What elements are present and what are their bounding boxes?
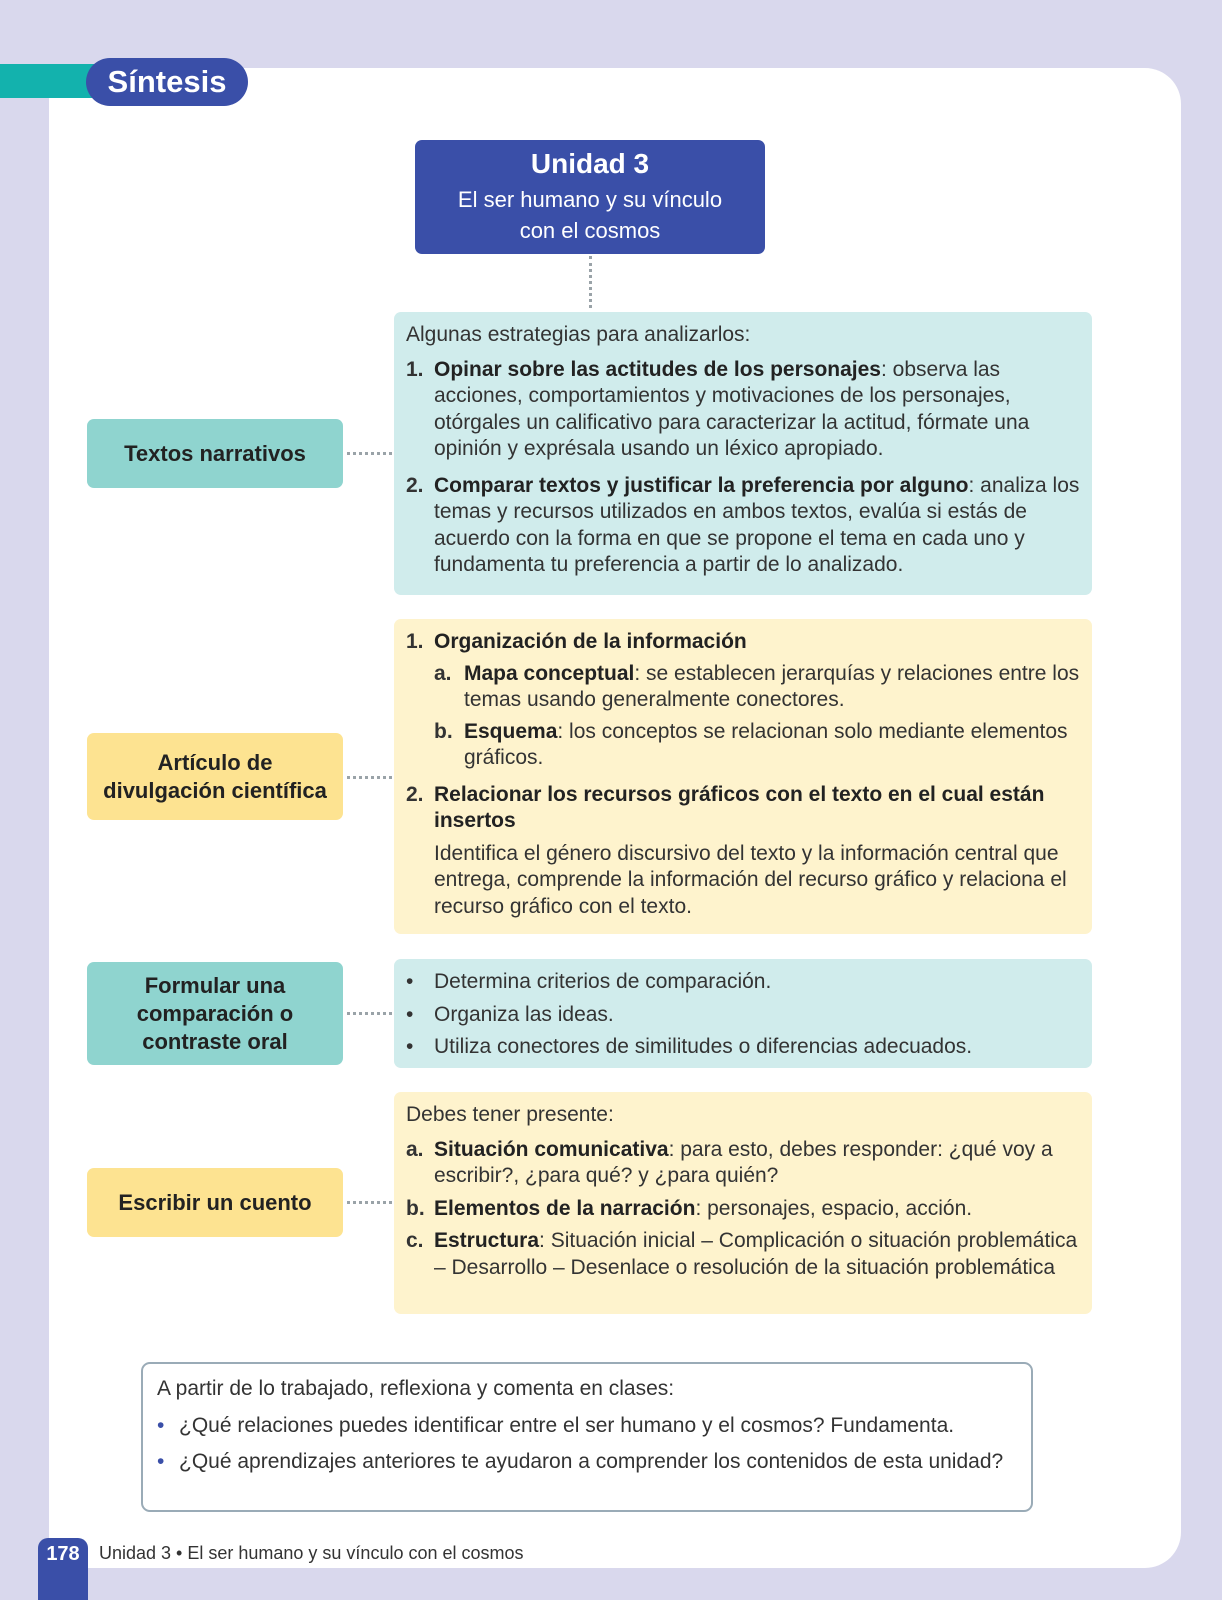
- item-body: : para esto, debes responder: ¿qué voy a escribir?, ¿para qué? y ¿para quién?: [434, 1137, 1053, 1187]
- label-line: Formular una: [144, 972, 286, 998]
- unit-title: Unidad 3: [530, 148, 650, 179]
- footer-text: Unidad 3 • El ser humano y su vínculo con el cosmos: [99, 1543, 524, 1563]
- bullet: •: [157, 1413, 165, 1437]
- connector-vertical: [589, 256, 592, 308]
- sub-body: : se establecen jerarquías y relaciones entre los temas usando generalmente conectores.: [464, 661, 1080, 711]
- unit-box: [415, 140, 765, 254]
- bullet: •: [406, 970, 414, 993]
- item-number: 2.: [406, 473, 424, 497]
- item-text: ¿Qué aprendizajes anteriores te ayudaron a comprender los contenidos de esta unidad?: [179, 1450, 1004, 1473]
- item-body: : Situación inicial – Complicación o situación problemática – Desarrollo – Desenlace o resolución de la situación problemática: [434, 1229, 1078, 1279]
- list-item: [157, 1413, 1017, 1440]
- item-text: [434, 1228, 1080, 1281]
- item-text: [434, 1196, 972, 1223]
- label-comparacion-oral-text: [137, 972, 293, 1056]
- page-number: 178: [38, 1538, 88, 1600]
- sub-text: [464, 719, 1080, 772]
- item-letter: b.: [406, 1196, 425, 1220]
- item-body: : analiza los temas y recursos utilizados en ambos textos, evalúa si estás de acuerdo con la forma en que se propone el tema en cada uno y fundamenta tu preferencia a partir de lo analizado.: [434, 473, 1080, 576]
- item-body: Identifica el género discursivo del texto y la información central que entrega, comprende la información del recurso gráfico y relaciona el recurso gráfico con el texto.: [434, 841, 1067, 918]
- sub-letter: b.: [434, 719, 453, 743]
- item-bold: Elementos de la narración: [434, 1196, 696, 1220]
- item-number: 1.: [406, 630, 424, 653]
- item-number: 2.: [406, 782, 424, 806]
- connector-cuento: [347, 1201, 392, 1204]
- label-comparacion-oral: [87, 962, 343, 1065]
- connector-narrativos: [347, 452, 392, 455]
- content-articulo: [394, 619, 1092, 934]
- item-letter: c.: [406, 1229, 424, 1252]
- connector-articulo: [347, 776, 392, 779]
- item-content: [434, 629, 1080, 772]
- narrativos-intro: Algunas estrategias para analizarlos:: [406, 323, 751, 346]
- list-item: [406, 473, 1080, 579]
- list-item: [406, 1034, 1080, 1061]
- reflection-box: [141, 1362, 1033, 1512]
- item-text: ¿Qué relaciones puedes identificar entre el ser humano y el cosmos? Fundamenta.: [179, 1413, 955, 1437]
- item-text: [434, 1137, 1080, 1190]
- label-articulo-text: [103, 749, 327, 805]
- list-item: [406, 1196, 1080, 1223]
- list-item: [406, 1228, 1080, 1281]
- section-tag: Síntesis: [86, 58, 248, 106]
- label-articulo: [87, 733, 343, 820]
- cuento-intro: Debes tener presente:: [406, 1103, 614, 1126]
- sub-bold: Esquema: [464, 719, 558, 743]
- item-title: Organización de la información: [434, 630, 747, 653]
- item-body: : personajes, espacio, acción.: [695, 1196, 973, 1220]
- item-text: Organiza las ideas.: [434, 1002, 614, 1026]
- sub-item: [434, 719, 1080, 772]
- item-title: Relacionar los recursos gráficos con el texto en el cual están insertos: [434, 782, 1045, 832]
- sub-letter: a.: [434, 661, 452, 685]
- item-bold: Estructura: [434, 1229, 540, 1252]
- item-number: 1.: [406, 357, 424, 381]
- list-item: [406, 357, 1080, 463]
- label-escribir-cuento: [87, 1168, 343, 1237]
- item-body: : observa las acciones, comportamientos y motivaciones de los personajes, otórgales un calificativo para caracterizar la actitud, fórmate una opinión y exprésala usando un léxico apropiado.: [434, 357, 1030, 460]
- bullet: •: [406, 1035, 414, 1058]
- unit-subtitle-line1: El ser humano y su vínculo: [457, 187, 723, 212]
- list-item: [406, 969, 1080, 996]
- content-comparacion-oral: [394, 959, 1092, 1068]
- list-item: [406, 1137, 1080, 1190]
- content-escribir-cuento: [394, 1092, 1092, 1314]
- label-line: comparación o: [136, 1000, 294, 1026]
- item-letter: a.: [406, 1137, 424, 1161]
- content-textos-narrativos: [394, 312, 1092, 595]
- label-line: contraste oral: [142, 1028, 288, 1054]
- sub-item: [434, 661, 1080, 714]
- item-bold: Comparar textos y justificar la preferencia por alguno: [434, 473, 969, 497]
- item-bold: Situación comunicativa: [434, 1137, 669, 1161]
- label-line: divulgación científica: [103, 777, 327, 803]
- bullet: •: [157, 1450, 165, 1473]
- sub-body: : los conceptos se relacionan solo mediante elementos gráficos.: [464, 719, 1068, 769]
- item-text: Utiliza conectores de similitudes o diferencias adecuados.: [434, 1035, 973, 1058]
- reflection-intro: A partir de lo trabajado, reflexiona y comenta en clases:: [157, 1377, 675, 1400]
- list-item: [406, 629, 1080, 772]
- connector-oral: [347, 1012, 392, 1015]
- item-text: [434, 357, 1080, 463]
- label-escribir-cuento-text: Escribir un cuento: [118, 1189, 312, 1215]
- item-text: [434, 473, 1080, 579]
- unit-subtitle-line2: con el cosmos: [519, 218, 661, 243]
- bullet: •: [406, 1002, 414, 1026]
- item-text: Determina criterios de comparación.: [434, 970, 772, 993]
- sub-text: [464, 661, 1080, 714]
- label-line: Artículo de: [157, 749, 273, 775]
- sub-bold: Mapa conceptual: [464, 661, 635, 685]
- list-item: [406, 1002, 1080, 1029]
- label-textos-narrativos-text: Textos narrativos: [124, 440, 306, 466]
- item-bold: Opinar sobre las actitudes de los personajes: [434, 357, 881, 381]
- item-content: [434, 782, 1080, 921]
- list-item: [406, 782, 1080, 921]
- unit-subtitle: [415, 184, 765, 246]
- list-item: [157, 1449, 1017, 1476]
- label-textos-narrativos: [87, 419, 343, 488]
